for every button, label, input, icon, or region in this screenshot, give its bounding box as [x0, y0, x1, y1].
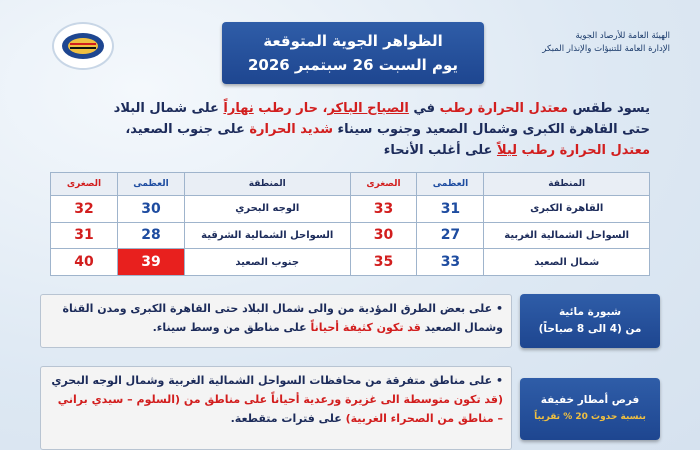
- rain-text: على مناطق متفرقة من محافظات السواحل الشمالية الغربية وشمال الوجه البحري: [51, 374, 493, 387]
- min-temp: 30: [350, 222, 417, 249]
- summary-highlight: ، حار رطب: [253, 101, 328, 116]
- col-header-min: الصغرى: [350, 173, 417, 196]
- summary-highlight: شديد الحرارة: [249, 122, 333, 137]
- temperature-table: [50, 172, 650, 276]
- rain-label-title: فرص أمطار خفيفة: [540, 394, 640, 406]
- summary-highlight: معتدل الحرارة رطب: [439, 101, 569, 116]
- fog-text: على بعض الطرق المؤدية من والى شمال البلاد حتى القاهرة الكبرى ومدن القناة وشمال الصعيد: [62, 302, 503, 334]
- rain-text-highlight: (قد تكون متوسطة الى غزيرة ورعدية أحياناً على مناطق من (السلوم – سيدي براني – مناطق من الصحراء الغربية): [57, 393, 503, 425]
- min-temp: 33: [350, 196, 417, 223]
- org-line-1: الهيئة العامة للأرصاد الجوية: [575, 31, 670, 41]
- bullet-icon: •: [492, 374, 503, 387]
- ema-logo: [52, 22, 114, 70]
- title-line-2: يوم السبت 26 سبتمبر 2026: [247, 56, 459, 74]
- min-temp: 35: [350, 249, 417, 276]
- region-name: جنوب الصعيد: [184, 249, 350, 276]
- organization-name: [510, 30, 670, 56]
- table-row: [51, 222, 650, 249]
- col-header-max: العظمى: [118, 173, 185, 196]
- fog-text-highlight: قد تكون كثيفة أحياناً: [310, 321, 421, 334]
- table-row: [51, 249, 650, 276]
- rain-label: [520, 378, 660, 440]
- bullet-icon: •: [492, 302, 503, 315]
- rain-text: على فترات متقطعة.: [230, 412, 346, 425]
- max-temp: 33: [417, 249, 484, 276]
- summary-text: في: [408, 101, 440, 116]
- min-temp: 32: [51, 196, 118, 223]
- page-title: [222, 22, 484, 84]
- region-name: السواحل الشمالية الغربية: [484, 222, 650, 249]
- fog-label-title: شبورة مائية: [558, 306, 622, 318]
- col-header-region: المنطقة: [184, 173, 350, 196]
- rain-description: [40, 366, 512, 450]
- logo-emblem-icon: [60, 31, 106, 61]
- max-temp-highlight: 39: [118, 249, 185, 276]
- min-temp: 31: [51, 222, 118, 249]
- summary-highlight: ليلاً: [496, 143, 518, 158]
- min-temp: 40: [51, 249, 118, 276]
- fog-label: [520, 294, 660, 348]
- summary-text: على أغلب الأنحاء: [383, 143, 497, 158]
- title-line-1: الظواهر الجوية المتوقعة: [263, 32, 443, 50]
- summary-text: على جنوب الصعيد،: [125, 122, 250, 137]
- max-temp: 30: [118, 196, 185, 223]
- fog-description: [40, 294, 512, 348]
- region-name: القاهرة الكبرى: [484, 196, 650, 223]
- col-header-min: الصغرى: [51, 173, 118, 196]
- region-name: شمال الصعيد: [484, 249, 650, 276]
- fog-text: على مناطق من وسط سيناء.: [152, 321, 311, 334]
- max-temp: 31: [417, 196, 484, 223]
- max-temp: 28: [118, 222, 185, 249]
- summary-highlight: معتدل الحرارة رطب: [517, 143, 650, 158]
- fog-label-time: من (4 الى 8 صباحاً): [538, 323, 642, 335]
- table-header-row: [51, 173, 650, 196]
- summary-text: على شمال البلاد حتى القاهرة الكبرى وشمال الصعيد وجنوب سيناء: [113, 101, 650, 137]
- col-header-region: المنطقة: [484, 173, 650, 196]
- rain-label-probability: بنسبة حدوث 20 % تقريباً: [534, 412, 646, 422]
- col-header-max: العظمى: [417, 173, 484, 196]
- summary-highlight: الصباح الباكر: [327, 101, 409, 116]
- weather-summary: [90, 98, 650, 161]
- summary-text: يسود طقس: [568, 101, 650, 116]
- max-temp: 27: [417, 222, 484, 249]
- region-name: السواحل الشمالية الشرقية: [184, 222, 350, 249]
- summary-highlight: نهاراً: [223, 101, 254, 116]
- org-line-2: الإدارة العامة للتنبؤات والإنذار المبكر: [542, 44, 670, 54]
- table-row: [51, 196, 650, 223]
- region-name: الوجه البحري: [184, 196, 350, 223]
